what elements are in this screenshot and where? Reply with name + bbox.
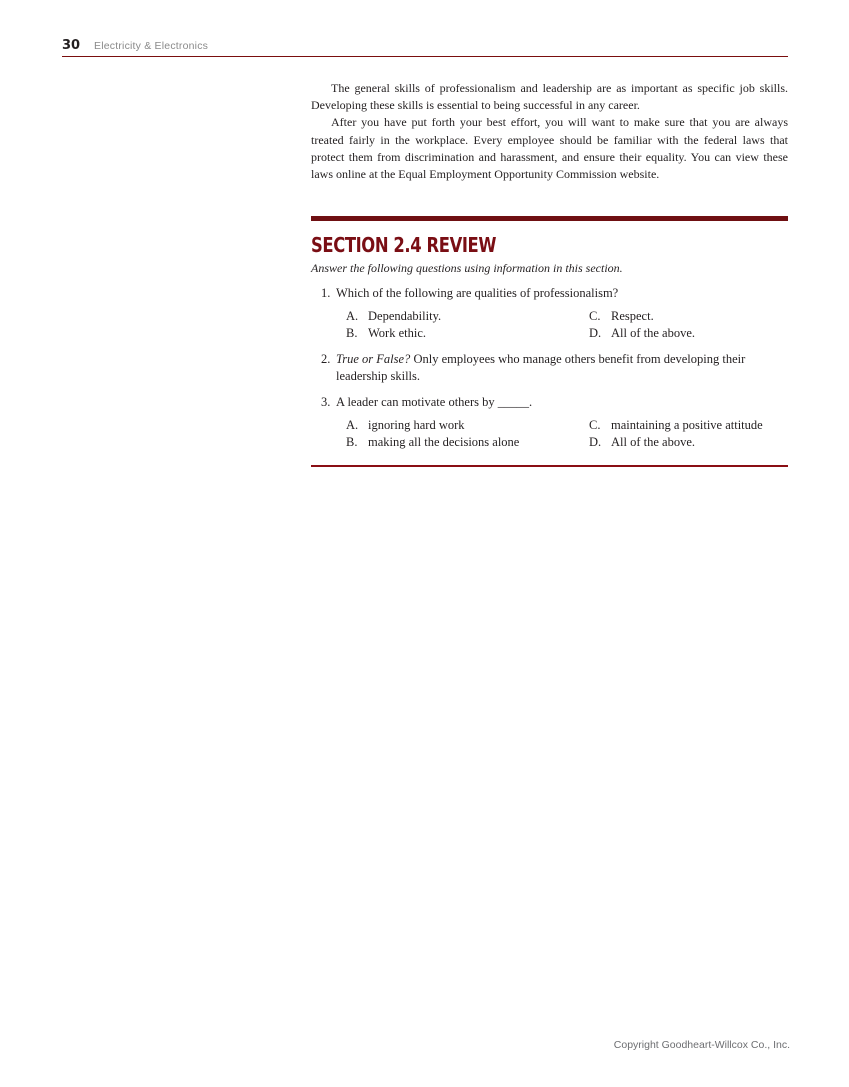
review-instructions: Answer the following questions using information in this section.: [311, 261, 623, 275]
question-number: 3.: [321, 395, 331, 409]
option-a: A. Dependability.: [346, 309, 442, 323]
paragraph: The general skills of professionalism and leadership are as important as specific job skills. Developing these skills is essential to being successful in any career.: [311, 81, 788, 113]
option-c: C. Respect.: [589, 309, 654, 323]
paragraph: After you have put forth your best effort, you will want to make sure that you are always treated fairly in the workplace. Every employee should be familiar with the federal laws that protect them from discrimination and harassment, and ensure their equality. You can view these laws online at the Equal Employment Opportunity Commission website.: [311, 115, 788, 182]
question-text: A leader can motivate others by _____.: [336, 395, 533, 409]
option-b: B. Work ethic.: [346, 326, 427, 340]
option-d: D. All of the above.: [589, 326, 696, 340]
answer-options: [346, 308, 788, 342]
option-a: A. ignoring hard work: [346, 418, 465, 432]
question-text: Which of the following are qualities of professionalism?: [336, 286, 619, 300]
question-number: 2.: [321, 352, 331, 366]
option-b: B. making all the decisions alone: [346, 435, 520, 449]
body-text: [311, 80, 788, 183]
section-review: [311, 216, 788, 451]
question-1: [321, 285, 788, 342]
answer-options: [346, 417, 788, 451]
question-3: [321, 394, 788, 451]
review-bottom-rule: [311, 465, 788, 467]
option-c: C. maintaining a positive attitude: [589, 418, 763, 432]
question-text: True or False? Only employees who manage others benefit from developing their leadership skills.: [336, 352, 746, 383]
running-header: [62, 38, 788, 57]
question-number: 1.: [321, 286, 331, 300]
option-d: D. All of the above.: [589, 435, 696, 449]
question-2: [321, 351, 788, 385]
review-title: SECTION 2.4 REVIEW: [311, 233, 497, 257]
review-top-rule: [311, 216, 788, 221]
book-title: Electricity & Electronics: [94, 40, 209, 52]
copyright-footer: Copyright Goodheart-Willcox Co., Inc.: [613, 1039, 790, 1051]
page-number: 30: [62, 38, 81, 53]
